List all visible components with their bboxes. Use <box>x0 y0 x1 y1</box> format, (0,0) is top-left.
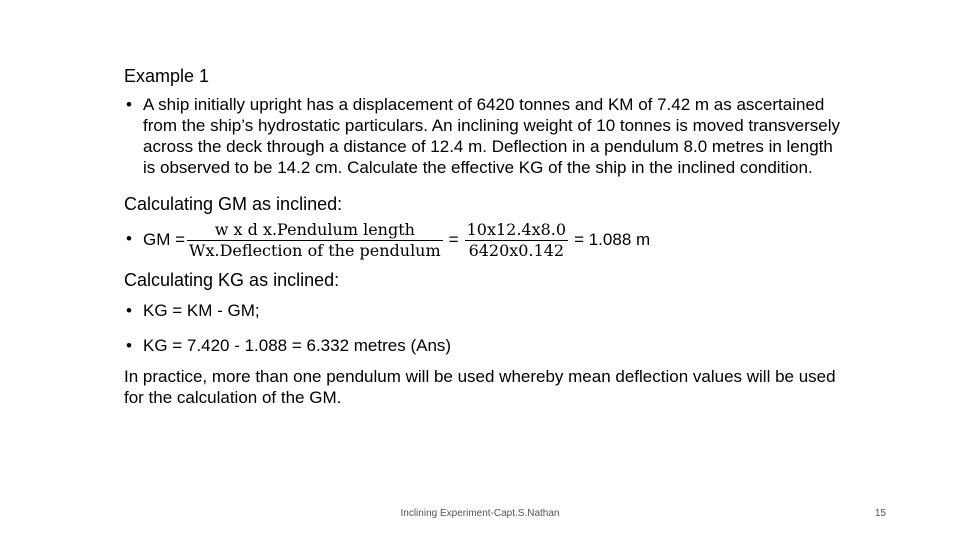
kg-answer: KG = 7.420 - 1.088 = 6.332 metres (Ans) <box>143 336 452 355</box>
gm-section-heading: Calculating GM as inclined: <box>124 194 343 214</box>
page-number: 15 <box>874 508 886 519</box>
problem-statement <box>124 94 844 178</box>
bullet-icon: • <box>126 301 132 320</box>
gm-fraction-symbolic <box>187 220 443 261</box>
problem-text: A ship initially upright has a displacement of 6420 tonnes and KM of 7.42 m as ascertained from the ship’s hydrostatic particulars. An inclining weight of 10 tonnes is moved transversely across the deck through a distance of 12.4 m. Deflection in a pendulum 8.0 metres in length is observed to be 14.2 cm. Calculate the effective KG of the ship in the inclined condition. <box>143 95 841 177</box>
kg-bullet <box>124 335 844 356</box>
example-title: Example 1 <box>124 66 210 86</box>
fraction-denominator: 6420x0.142 <box>468 240 565 260</box>
fraction-numerator: w x d x.Pendulum length <box>214 219 415 239</box>
gm-result: = 1.088 m <box>574 230 651 249</box>
bullet-icon: • <box>126 229 132 248</box>
kg-formula: KG = KM - GM; <box>143 301 260 320</box>
kg-section-heading: Calculating KG as inclined: <box>124 270 340 290</box>
bullet-icon: • <box>126 95 132 114</box>
practice-note: In practice, more than one pendulum will be used whereby mean deflection values will be used for the calculation of the GM. <box>124 367 836 407</box>
gm-formula-lhs: GM = <box>143 230 186 249</box>
gm-formula <box>143 218 654 262</box>
bullet-icon: • <box>126 336 132 355</box>
footer-text: Inclining Experiment-Capt.S.Nathan <box>400 508 560 519</box>
fraction-numerator: 10x12.4x8.0 <box>466 219 567 239</box>
fraction-denominator: Wx.Deflection of the pendulum <box>189 240 441 260</box>
equals-sign: = <box>448 230 459 249</box>
gm-fraction-numeric <box>465 220 568 261</box>
gm-formula-row <box>124 218 844 262</box>
slide-content <box>124 64 844 425</box>
kg-bullet <box>124 300 844 321</box>
